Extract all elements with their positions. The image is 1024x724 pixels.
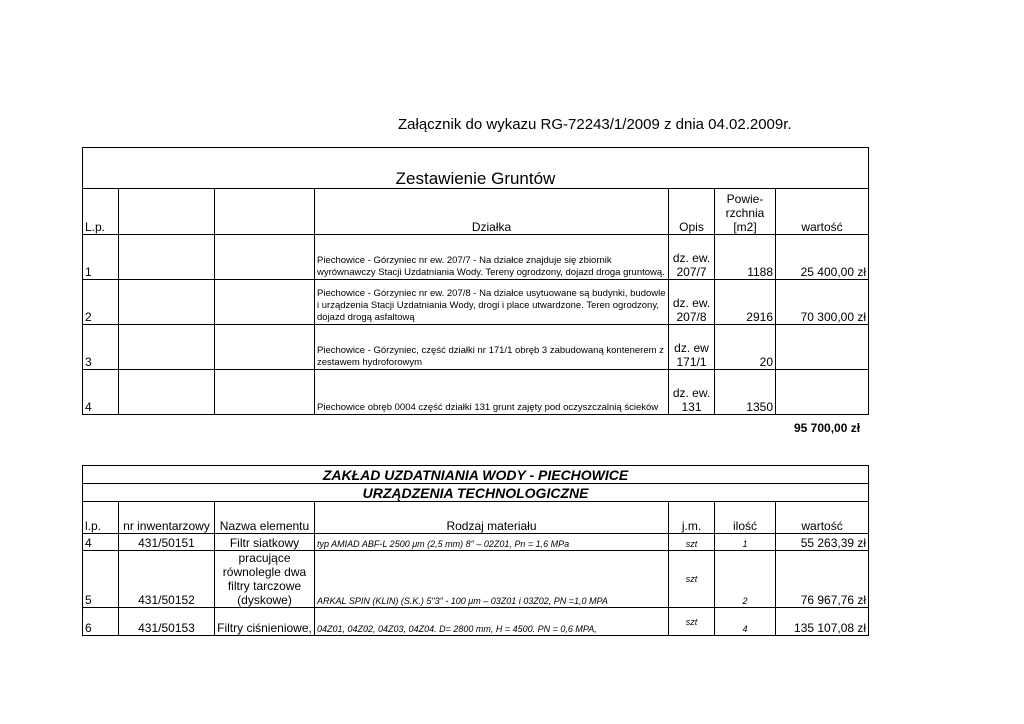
header-rodzaj: Rodzaj materiału (315, 502, 669, 534)
header-powierzchnia: Powie-rzchnia [m2] (715, 189, 776, 235)
row-powierzchnia: 1350 (715, 370, 776, 415)
header-wartosc: wartość (776, 189, 869, 235)
row-lp: 6 (83, 608, 119, 636)
row-powierzchnia: 2916 (715, 280, 776, 325)
grounds-total: 95 700,00 zł (794, 421, 861, 435)
equipment-section-title: URZĄDZENIA TECHNOLOGICZNE (83, 484, 869, 502)
grounds-table-title: Zestawienie Gruntów (83, 148, 869, 189)
row-nr: 431/50153 (119, 608, 215, 636)
row-jm: szt (669, 534, 715, 551)
row-opis: dz. ew. 207/7 (669, 235, 715, 280)
table-row (83, 325, 869, 370)
table-row (83, 608, 869, 636)
row-wartosc: 135 107,08 zł (776, 608, 869, 636)
header-ilosc: ilość (715, 502, 776, 534)
table-row (83, 280, 869, 325)
row-rodzaj: 04Z01, 04Z02, 04Z03, 04Z04. D= 2800 mm, H = 4500. PN = 0,6 MPA, (315, 608, 669, 636)
document-heading: Załącznik do wykazu RG-72243/1/2009 z dnia 04.02.2009r. (398, 116, 792, 133)
table-row (83, 235, 869, 280)
table-row (83, 370, 869, 415)
row-ilosc: 1 (715, 534, 776, 551)
header-opis: Opis (669, 189, 715, 235)
header-dzialka: Działka (315, 189, 669, 235)
row-dzialka: Piechowice - Górzyniec, część działki nr 171/1 obręb 3 zabudowaną kontenerem z zestawem hydroforowym (315, 325, 669, 370)
row-nazwa: Filtry ciśnieniowe, (215, 608, 315, 636)
row-ilosc: 2 (715, 551, 776, 608)
header-wartosc: wartość (776, 502, 869, 534)
row-lp: 4 (83, 534, 119, 551)
row-jm: szt (669, 551, 715, 608)
row-lp: 5 (83, 551, 119, 608)
row-nazwa: pracujące równolegle dwa filtry tarczowe (dyskowe) (215, 551, 315, 608)
row-powierzchnia: 20 (715, 325, 776, 370)
row-lp: 4 (83, 370, 119, 415)
row-wartosc: 55 263,39 zł (776, 534, 869, 551)
header-nr-inwentarzowy: nr inwentarzowy (119, 502, 215, 534)
equipment-table (82, 465, 869, 636)
row-dzialka: Piechowice - Górzyniec nr ew. 207/7 - Na działce znajduje się zbiornik wyrównawczy Stacji Uzdatniania Wody. Tereny ogrodzony, dojazd droga gruntową. (315, 235, 669, 280)
row-dzialka: Piechowice obręb 0004 część działki 131 grunt zajęty pod oczyszczalnią ścieków (315, 370, 669, 415)
row-jm: szt (669, 608, 715, 636)
header-nazwa: Nazwa elementu (215, 502, 315, 534)
row-wartosc (776, 370, 869, 415)
row-opis: dz. ew. 207/8 (669, 280, 715, 325)
header-jm: j.m. (669, 502, 715, 534)
row-lp: 2 (83, 280, 119, 325)
row-nr: 431/50151 (119, 534, 215, 551)
row-wartosc: 76 967,76 zł (776, 551, 869, 608)
header-lp: L.p. (83, 189, 119, 235)
table-row (83, 534, 869, 551)
row-lp: 1 (83, 235, 119, 280)
header-lp: l.p. (83, 502, 119, 534)
row-opis: dz. ew 171/1 (669, 325, 715, 370)
row-rodzaj: ARKAL SPIN (KLIN) (S.K.) 5"3" - 100 μm – 03Z01 i 03Z02, PN =1,0 MPA (315, 551, 669, 608)
row-rodzaj: typ AMIAD ABF-L 2500 μm (2,5 mm) 8" – 02Z01, Pn = 1,6 MPa (315, 534, 669, 551)
row-dzialka: Piechowice - Górzyniec nr ew. 207/8 - Na działce usytuowane są budynki, budowle i urządzenia Stacji Uzdatniania Wody, drogi i place utwardzone. Teren ogrodzony, dojazd drogą asfaltową (315, 280, 669, 325)
row-lp: 3 (83, 325, 119, 370)
row-wartosc: 25 400,00 zł (776, 235, 869, 280)
row-powierzchnia: 1188 (715, 235, 776, 280)
grounds-table (82, 147, 869, 415)
row-opis: dz. ew. 131 (669, 370, 715, 415)
equipment-plant-title: ZAKŁAD UZDATNIANIA WODY - PIECHOWICE (83, 466, 869, 484)
row-wartosc (776, 325, 869, 370)
row-wartosc: 70 300,00 zł (776, 280, 869, 325)
row-nr: 431/50152 (119, 551, 215, 608)
row-nazwa: Filtr siatkowy (215, 534, 315, 551)
table-row (83, 551, 869, 608)
row-ilosc: 4 (715, 608, 776, 636)
